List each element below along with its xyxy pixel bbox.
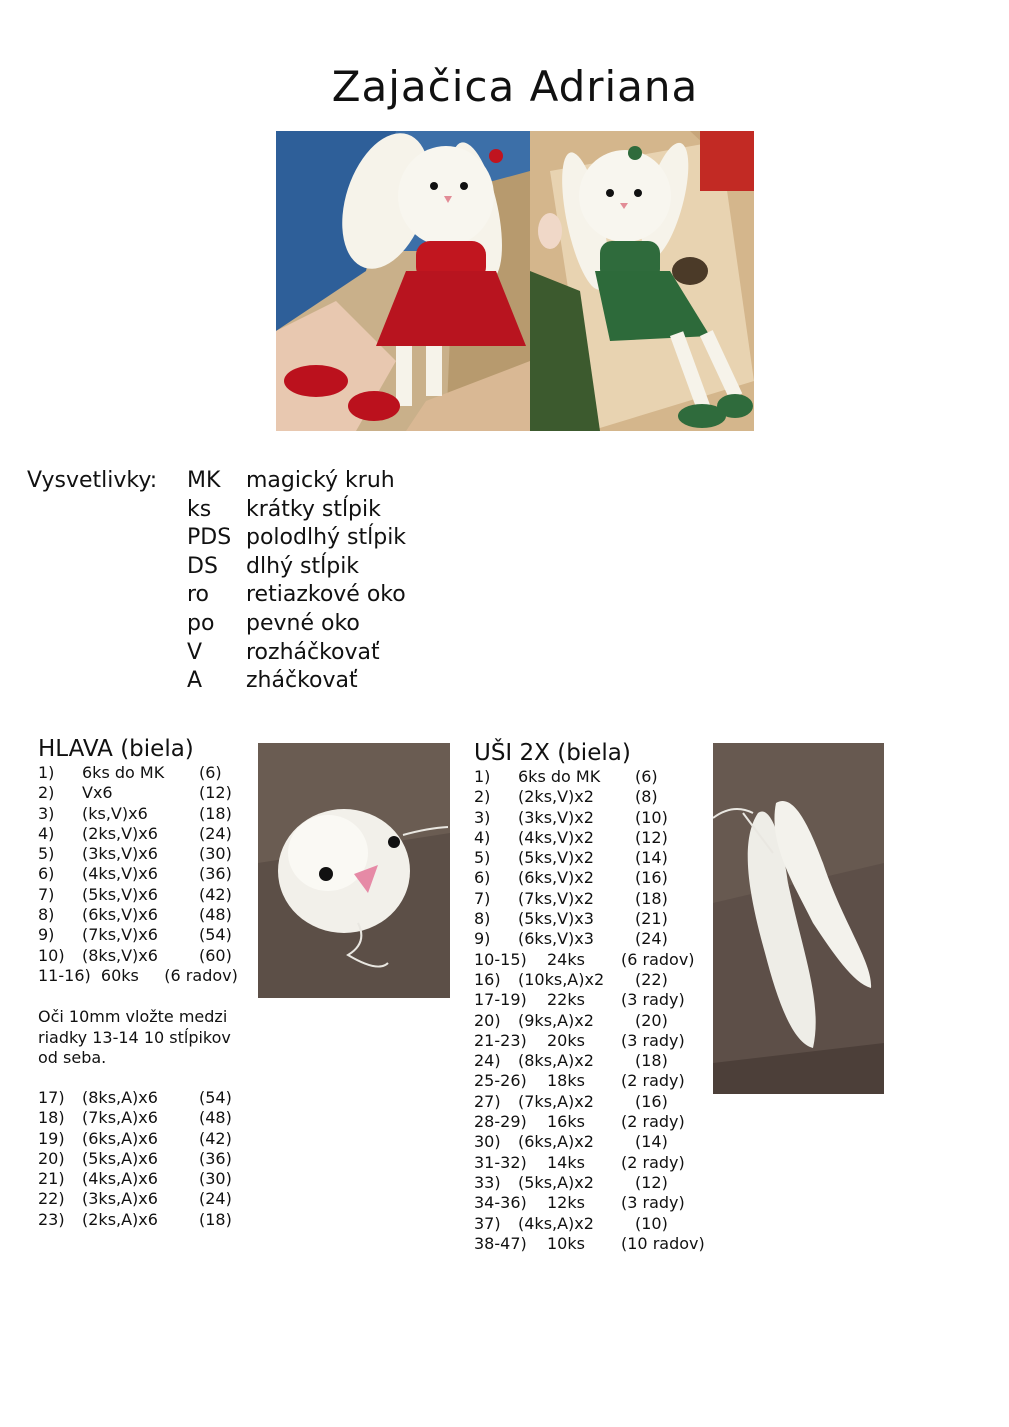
row-number: 5): [38, 844, 55, 864]
legend-abbr: ks: [187, 496, 212, 522]
pattern-row: [474, 848, 709, 868]
row-stitches: (4ks,V)x6: [82, 864, 158, 884]
row-stitches: (7ks,V)x2: [518, 888, 594, 908]
row-number: 3): [474, 807, 491, 827]
row-stitches: (8ks,A)x2: [518, 1051, 594, 1071]
row-count: (2 rady): [621, 1112, 685, 1132]
photo-bunny-red-dress: [276, 131, 530, 431]
row-count: (2 rady): [621, 1071, 685, 1091]
pattern-row: [38, 905, 248, 925]
row-count: (48): [199, 905, 232, 925]
row-count: (24): [199, 823, 232, 843]
row-count: (36): [199, 1148, 232, 1168]
row-count: (21): [635, 909, 668, 929]
legend-text: magický kruh: [246, 468, 395, 493]
row-count: (20): [635, 1010, 668, 1030]
row-stitches: 6ks do MK: [82, 763, 165, 782]
row-stitches: (6ks,A)x2: [518, 1132, 594, 1152]
row-stitches: (6ks,V)x6: [82, 905, 158, 925]
row-count: (18): [199, 803, 232, 823]
row-number: 21-23): [474, 1030, 527, 1050]
pattern-row: [38, 864, 248, 884]
row-stitches: (2ks,A)x6: [82, 1209, 158, 1229]
row-number: 9): [38, 925, 55, 945]
row-count: (30): [199, 1169, 232, 1189]
legend-abbr: ro: [187, 582, 210, 608]
row-count: (12): [635, 827, 668, 847]
row-number: 8): [38, 905, 55, 925]
row-number: 21): [38, 1169, 65, 1189]
pattern-row: [474, 1031, 709, 1051]
row-count: (30): [199, 844, 232, 864]
pattern-row: [38, 824, 248, 844]
row-number: 34-36): [474, 1193, 527, 1213]
legend-text: zháčkovať: [246, 668, 358, 694]
head-section-title: HLAVA (biela): [38, 736, 194, 762]
row-number: 10-15): [474, 949, 527, 969]
pattern-row: [474, 808, 709, 828]
row-count: (6): [199, 763, 222, 782]
row-number: 7): [474, 888, 491, 908]
legend-abbr: A: [187, 668, 203, 694]
row-number: 4): [38, 823, 55, 843]
row-number: 20): [474, 1010, 501, 1030]
pattern-row: [474, 787, 709, 807]
legend-row: [187, 554, 406, 583]
row-count: (48): [199, 1108, 232, 1128]
row-stitches: (5ks,A)x2: [518, 1172, 594, 1192]
pattern-row: [38, 1210, 248, 1230]
row-stitches: (5ks,V)x6: [82, 884, 158, 904]
row-stitches: 12ks: [547, 1193, 585, 1213]
row-stitches: (6ks,A)x6: [82, 1128, 158, 1148]
pattern-row: [38, 763, 248, 783]
row-number: 5): [474, 848, 491, 868]
row-stitches: 18ks: [547, 1071, 585, 1091]
row-stitches: (ks,V)x6: [82, 803, 148, 823]
legend-abbr: V: [187, 639, 203, 665]
row-number: 31-32): [474, 1152, 527, 1172]
pattern-row: [38, 925, 248, 945]
pattern-row: [38, 946, 248, 966]
row-stitches: (5ks,V)x3: [518, 909, 594, 929]
pattern-row: [474, 889, 709, 909]
row-count: (14): [635, 848, 668, 868]
pattern-row: [474, 950, 709, 970]
pattern-row: [38, 1169, 248, 1189]
row-count: (42): [199, 1128, 232, 1148]
row-number: 8): [474, 909, 491, 929]
row-stitches: (7ks,A)x6: [82, 1108, 158, 1128]
row-number: 38-47): [474, 1233, 527, 1253]
row-number: 33): [474, 1172, 501, 1192]
legend-abbr: PDS: [187, 525, 232, 551]
row-number: 2): [474, 787, 491, 807]
pattern-row: [474, 1132, 709, 1152]
legend-text: pevné oko: [246, 610, 360, 636]
row-stitches: (4ks,A)x2: [518, 1213, 594, 1233]
row-number: 6): [38, 864, 55, 884]
legend-text: dlhý stĺpik: [246, 553, 360, 579]
pattern-row: [38, 1088, 248, 1108]
page-title: Zajačica Adriana: [331, 62, 699, 111]
row-number: 17): [38, 1088, 65, 1107]
pattern-row: [474, 1112, 709, 1132]
pattern-row: [474, 929, 709, 949]
row-count: (3 rady): [621, 990, 685, 1010]
row-count: (18): [635, 1051, 668, 1071]
row-number: 6): [474, 868, 491, 888]
row-count: (36): [199, 864, 232, 884]
row-number: 30): [474, 1132, 501, 1152]
row-number: 1): [474, 767, 491, 786]
row-stitches: 22ks: [547, 990, 585, 1010]
row-stitches: (3ks,A)x6: [82, 1189, 158, 1209]
row-number: 9): [474, 929, 491, 949]
legend-text: krátky stĺpik: [246, 496, 381, 522]
legend-row: [187, 582, 406, 611]
legend-row: [187, 468, 406, 497]
pattern-row: [474, 1153, 709, 1173]
pattern-row: [474, 1234, 709, 1254]
row-count: (12): [199, 783, 232, 803]
pattern-row: [38, 1189, 248, 1209]
row-number: 17-19): [474, 990, 527, 1010]
row-number: 2): [38, 783, 55, 803]
pattern-row: [474, 970, 709, 990]
row-stitches: (3ks,V)x6: [82, 844, 158, 864]
row-count: (10): [635, 1213, 668, 1233]
row-stitches: 6ks do MK: [518, 767, 601, 786]
row-number: 37): [474, 1213, 501, 1233]
photo-crochet-head: [258, 743, 450, 998]
pattern-row: [474, 990, 709, 1010]
row-number: 1): [38, 763, 55, 782]
row-count: (10): [635, 807, 668, 827]
pattern-row: [38, 1149, 248, 1169]
legend-row: [187, 525, 406, 554]
row-number: 22): [38, 1189, 65, 1209]
pattern-row: [474, 1092, 709, 1112]
row-stitches: (2ks,V)x6: [82, 823, 158, 843]
row-number: 10): [38, 945, 65, 965]
row-count: (18): [199, 1209, 232, 1229]
legend-row: [187, 668, 406, 697]
row-number: 27): [474, 1091, 501, 1111]
row-count: (24): [635, 929, 668, 949]
legend-text: rozháčkovať: [246, 639, 380, 665]
pattern-row: [474, 868, 709, 888]
row-stitches: 10ks: [547, 1233, 585, 1253]
row-number: 28-29): [474, 1112, 527, 1132]
row-stitches: (8ks,V)x6: [82, 945, 158, 965]
row-count: (6 radov): [621, 949, 695, 969]
ears-section-title: UŠI 2X (biela): [474, 740, 631, 766]
row-count: (22): [635, 969, 668, 989]
row-count: (14): [635, 1132, 668, 1152]
pattern-row: [474, 909, 709, 929]
row-stitches: (9ks,A)x2: [518, 1010, 594, 1030]
legend-row: [187, 611, 406, 640]
row-stitches: (4ks,V)x2: [518, 827, 594, 847]
row-number: 19): [38, 1128, 65, 1148]
pattern-row: [474, 828, 709, 848]
row-number: 16): [474, 969, 501, 989]
row-number: 24): [474, 1051, 501, 1071]
row-stitches: (2ks,V)x2: [518, 787, 594, 807]
pattern-row: [474, 1214, 709, 1234]
eyes-note: Oči 10mm vložte medzi riadky 13-14 10 stĺpikov od seba.: [38, 1007, 231, 1067]
row-count: (3 rady): [621, 1030, 685, 1050]
photo-crochet-ears: [713, 743, 884, 1094]
row-stitches: (6ks,V)x2: [518, 868, 594, 888]
pattern-row: [474, 1011, 709, 1031]
row-count: (60): [199, 945, 232, 965]
pattern-row: [474, 1193, 709, 1213]
row-number: 23): [38, 1209, 65, 1229]
row-stitches: (4ks,A)x6: [82, 1169, 158, 1189]
row-stitches: (5ks,A)x6: [82, 1148, 158, 1168]
row-count: (16): [635, 1091, 668, 1111]
row-stitches: (10ks,A)x2: [518, 969, 605, 989]
row-stitches: (6ks,V)x3: [518, 929, 594, 949]
row-number: 7): [38, 884, 55, 904]
row-count: (24): [199, 1189, 232, 1209]
row-number: 25-26): [474, 1071, 527, 1091]
head-rows-increase: [38, 763, 248, 986]
pattern-row: [38, 966, 248, 986]
pattern-row: [38, 1129, 248, 1149]
row-stitches: 20ks: [547, 1030, 585, 1050]
row-stitches: (7ks,V)x6: [82, 925, 158, 945]
row-stitches: (3ks,V)x2: [518, 807, 594, 827]
row-count: (6): [635, 767, 658, 786]
row-count: (10 radov): [621, 1233, 705, 1253]
row-number: 4): [474, 827, 491, 847]
pattern-row: [38, 1108, 248, 1128]
legend-row: [187, 640, 406, 669]
row-count: (8): [635, 787, 658, 807]
row-stitches: (8ks,A)x6: [82, 1088, 158, 1107]
legend-abbr: po: [187, 610, 215, 636]
row-stitches: 14ks: [547, 1152, 585, 1172]
row-number: 3): [38, 803, 55, 823]
legend-abbr: MK: [187, 468, 221, 493]
pattern-row: [38, 885, 248, 905]
pattern-row: [38, 804, 248, 824]
legend-row: [187, 497, 406, 526]
row-count: (42): [199, 884, 232, 904]
head-rows-decrease: [38, 1088, 248, 1230]
row-count: (3 rady): [621, 1193, 685, 1213]
row-count: (12): [635, 1172, 668, 1192]
legend-label: Vysvetlivky:: [27, 468, 158, 493]
ears-rows: [474, 767, 709, 1254]
row-text: 11-16) 60ks (6 radov): [38, 965, 238, 985]
pattern-row: [38, 783, 248, 803]
row-number: 20): [38, 1148, 65, 1168]
legend-list: [187, 468, 406, 697]
row-count: (18): [635, 888, 668, 908]
row-stitches: (7ks,A)x2: [518, 1091, 594, 1111]
pattern-row: [38, 844, 248, 864]
row-stitches: (5ks,V)x2: [518, 848, 594, 868]
row-stitches: 16ks: [547, 1112, 585, 1132]
row-count: (54): [199, 1088, 232, 1107]
legend-text: retiazkové oko: [246, 582, 406, 608]
pattern-row: [474, 767, 709, 787]
legend-abbr: DS: [187, 553, 218, 579]
pattern-row: [474, 1071, 709, 1091]
row-stitches: 24ks: [547, 949, 585, 969]
row-count: (2 rady): [621, 1152, 685, 1172]
row-number: 18): [38, 1108, 65, 1128]
row-count: (16): [635, 868, 668, 888]
row-count: (54): [199, 925, 232, 945]
pattern-row: [474, 1173, 709, 1193]
photo-bunny-green-dress: [530, 131, 754, 431]
pattern-row: [474, 1051, 709, 1071]
row-stitches: Vx6: [82, 783, 113, 803]
legend-text: polodlhý stĺpik: [246, 525, 407, 551]
